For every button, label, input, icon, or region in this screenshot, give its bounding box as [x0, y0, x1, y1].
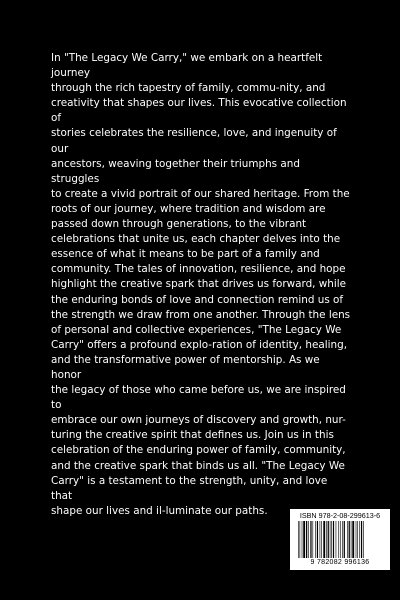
- barcode-bar: [359, 521, 360, 558]
- barcode-bar: [351, 521, 352, 558]
- barcode-bar: [323, 521, 325, 558]
- barcode-bar: [315, 521, 316, 558]
- barcode-bar: [308, 521, 309, 558]
- barcode-bar: [338, 521, 339, 558]
- barcode-bar: [300, 521, 301, 558]
- barcode-bars: [297, 521, 384, 558]
- barcode-bar: [298, 521, 299, 558]
- barcode-bar: [320, 521, 321, 558]
- barcode-bar: [330, 521, 331, 558]
- isbn-label: ISBN 978-2-08-299613-6: [299, 511, 381, 520]
- barcode-bar: [302, 521, 303, 558]
- barcode-bar: [349, 521, 350, 558]
- barcode-bar: [340, 521, 341, 558]
- barcode-bar: [347, 521, 348, 558]
- barcode-bar: [303, 521, 305, 558]
- barcode-bar: [328, 521, 329, 558]
- barcode-bar: [342, 521, 343, 558]
- barcode-bar: [361, 521, 362, 558]
- barcode-bar: [352, 521, 354, 558]
- barcode-bar: [331, 521, 332, 558]
- barcode-bar: [357, 521, 358, 558]
- barcode-bar: [333, 521, 334, 558]
- barcode-bar: [306, 521, 307, 558]
- barcode-bar: [363, 521, 364, 558]
- barcode-digits: 9 782082 996136: [310, 559, 370, 566]
- barcode-bar: [356, 521, 357, 558]
- barcode-bar: [344, 521, 345, 558]
- barcode-bar: [336, 521, 337, 558]
- isbn-barcode-box: [290, 509, 390, 570]
- barcode-bar: [321, 521, 322, 558]
- barcode-bar: [326, 521, 327, 558]
- back-cover-blurb: In "The Legacy We Carry," we embark on a heartfelt journey through the rich tapestry of family, commu-nity, and creativity that shapes our lives. This evocative collection of stories celebrates the resilience, love, and ingenuity of our ancestors, weaving together their triumphs and struggles to create a vivid portrait of our shared heritage. From the roots of our journey, where tradition and wisdom are passed down through generations, to the vibrant celebrations that unite us, each chapter delves into the essence of what it means to be part of a family and community. The tales of innovation, resilience, and hope highlight the creative spark that drives us forward, while the enduring bonds of love and connection remind us of the strength we draw from one another. Through the lens of personal and collective experiences, "The Legacy We Carry" offers a profound explo-ration of identity, healing, and the transformative power of mentorship. As we honor the legacy of those who came before us, we are inspired to embrace our own journeys of discovery and growth, nur- turing the creative spirit that defines us. Join us in this celebration of the enduring power of family, community, and the creative spark that binds us all. "The Legacy We Carry" is a testament to the strength, unity, and love that shape our lives and il-luminate our paths.: [51, 52, 351, 517]
- barcode-bar: [317, 521, 318, 558]
- barcode-bar: [313, 521, 314, 558]
- barcode-bar: [310, 521, 311, 558]
